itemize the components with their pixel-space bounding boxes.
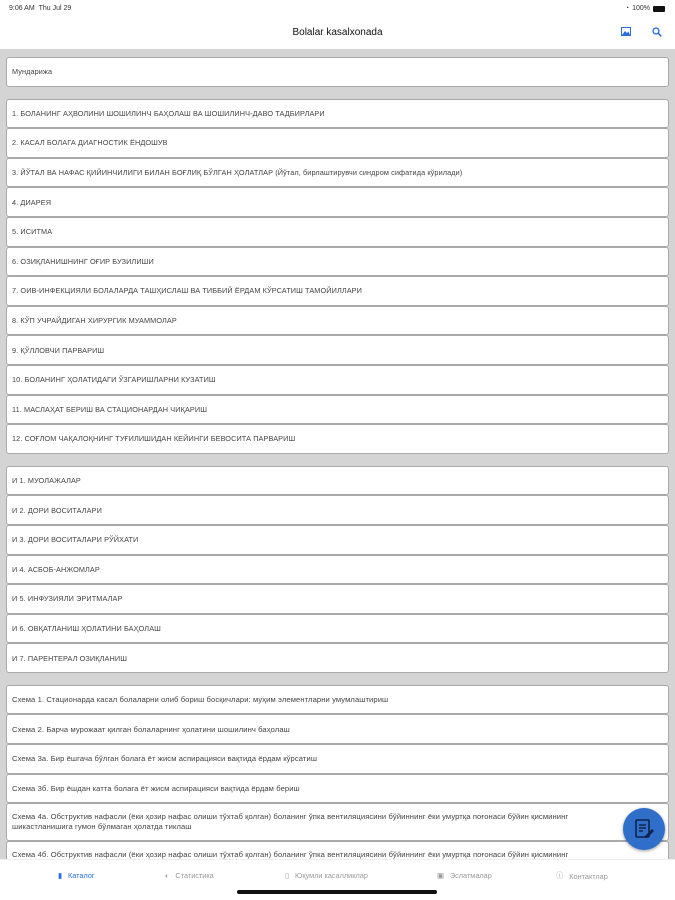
chapter-item[interactable]: 11. МАСЛАҲАТ БЕРИШ ВА СТАЦИОНАРДАН ЧИҚАРИШ (6, 395, 669, 425)
scheme-item[interactable]: Схема 3б. Бир ёшдан катта болага ёт жисм аспирацияси вақтида ёрдам бериш (6, 774, 669, 804)
wifi-icon: ◔ (624, 5, 630, 12)
tab-label: Эслатмалар (449, 871, 492, 880)
chapter-item[interactable]: 9. ҚЎЛЛОВЧИ ПАРВАРИШ (6, 335, 669, 365)
info-icon: ⓘ (556, 871, 564, 880)
virus-icon: ▯ (285, 871, 290, 880)
edit-note-icon (633, 818, 655, 840)
appendix-item[interactable]: И 7. ПАРЕНТЕРАЛ ОЗИҚЛАНИШ (6, 643, 669, 673)
chapter-item[interactable]: 5. ИСИТМА (6, 217, 669, 247)
tab-virus[interactable] (285, 871, 368, 880)
image-icon[interactable] (621, 27, 631, 39)
tab-globe[interactable] (165, 871, 214, 880)
appendix-item[interactable]: И 6. ОВҚАТЛАНИШ ҲОЛАТИНИ БАҲОЛАШ (6, 614, 669, 644)
appendix-item[interactable]: И 2. ДОРИ ВОСИТАЛАРИ (6, 495, 669, 525)
page-title: Bolalar kasalxonada (292, 27, 383, 38)
book-icon: ▮ (58, 871, 63, 880)
status-time: 9:06 AM Thu Jul 29 (9, 5, 72, 12)
chapter-item[interactable]: 3. ЙЎТАЛ ВА НАФАС ҚИЙИНЧИЛИГИ БИЛАН БОҒЛИҚ БЎЛГАН ҲОЛАТЛАР (Йўтал, бирлаштирувчи синдром сифатида кўрилади) (6, 158, 669, 188)
tab-image[interactable] (437, 871, 492, 880)
scheme-item[interactable]: Схема 2. Барча мурожаат қилган болаларнинг ҳолатини шошилинч баҳолаш (6, 714, 669, 744)
chapter-item[interactable]: 12. СОҒЛОМ ЧАҚАЛОҚНИНГ ТУҒИЛИШИДАН КЕЙИНГИ БЕВОСИТА ПАРВАРИШ (6, 424, 669, 454)
scheme-item[interactable]: Схема 3а. Бир ёшгача бўлган болага ёт жисм аспирацияси вақтида ёрдам кўрсатиш (6, 744, 669, 774)
tab-book[interactable] (58, 871, 95, 880)
image-icon: ▣ (437, 871, 444, 880)
scheme-item[interactable]: Схема 4а. Обструктив нафасли (ёки ҳозир нафас олиши тўхтаб қолган) боланинг ўпка вентиляциясини бўйиннинг ёки умуртқа поғонаси бўйин қисмининг шикастланишига гумон бўлмаган ҳолатда тиклаш (6, 803, 669, 841)
schemes-group (6, 685, 669, 879)
tab-label: Каталог (68, 871, 95, 880)
catalog-list[interactable] (0, 49, 675, 859)
contents-item[interactable]: Мундарижа (6, 57, 669, 87)
appendix-item[interactable]: И 5. ИНФУЗИЯЛИ ЭРИТМАЛАР (6, 584, 669, 614)
appendix-item[interactable]: И 1. МУОЛАЖАЛАР (6, 466, 669, 496)
status-right: ◔ 100% (625, 5, 665, 12)
status-bar (0, 0, 675, 18)
tab-label: Юқумли касалликлар (295, 871, 368, 880)
chapter-item[interactable]: 8. КЎП УЧРАЙДИГАН ХИРУРГИК МУАММОЛАР (6, 306, 669, 336)
chapter-item[interactable]: 4. ДИАРЕЯ (6, 187, 669, 217)
appendix-item[interactable]: И 3. ДОРИ ВОСИТАЛАРИ РЎЙХАТИ (6, 525, 669, 555)
battery-icon (653, 6, 665, 12)
tab-bar (0, 859, 675, 900)
chapter-item[interactable]: 2. КАСАЛ БОЛАГА ДИАГНОСТИК ЁНДОШУВ (6, 128, 669, 158)
tab-label: Контактлар (569, 871, 608, 881)
globe-icon: ◐ (165, 871, 170, 880)
contents-group (6, 57, 669, 87)
tab-label: Статистика (175, 871, 214, 880)
chapter-item[interactable]: 6. ОЗИҚЛАНИШНИНГ ОҒИР БУЗИЛИШИ (6, 247, 669, 277)
chapters-group (6, 99, 669, 454)
tab-info[interactable] (556, 871, 608, 881)
home-indicator (237, 890, 437, 894)
search-icon[interactable] (652, 27, 662, 40)
appendices-group (6, 466, 669, 673)
chapter-item[interactable]: 10. БОЛАНИНГ ҲОЛАТИДАГИ ЎЗГАРИШЛАРНИ КУЗАТИШ (6, 365, 669, 395)
appendix-item[interactable]: И 4. АСБОБ-АНЖОМЛАР (6, 555, 669, 585)
chapter-item[interactable]: 7. ОИВ-ИНФЕКЦИЯЛИ БОЛАЛАРДА ТАШҲИСЛАШ ВА ТИББИЙ ЁРДАМ КЎРСАТИШ ТАМОЙИЛЛАРИ (6, 276, 669, 306)
scheme-item[interactable]: Схема 1. Стационарда касал болаларни олиб бориш босқичлари: муҳим элементларни умумлаштириш (6, 685, 669, 715)
notes-fab-button[interactable] (623, 808, 665, 850)
nav-bar (0, 18, 675, 48)
scheme-item[interactable]: Схема 4б. Обструктив нафасли (ёки ҳозир нафас олиши тўхтаб қолган) боланинг ўпка вентиляциясини бўйиннинг ёки умуртқа поғонаси бўйин қисмининг (6, 841, 669, 879)
chapter-item[interactable]: 1. БОЛАНИНГ АҲВОЛИНИ ШОШИЛИНЧ БАҲОЛАШ ВА ШОШИЛИНЧ-ДАВО ТАДБИРЛАРИ (6, 99, 669, 129)
